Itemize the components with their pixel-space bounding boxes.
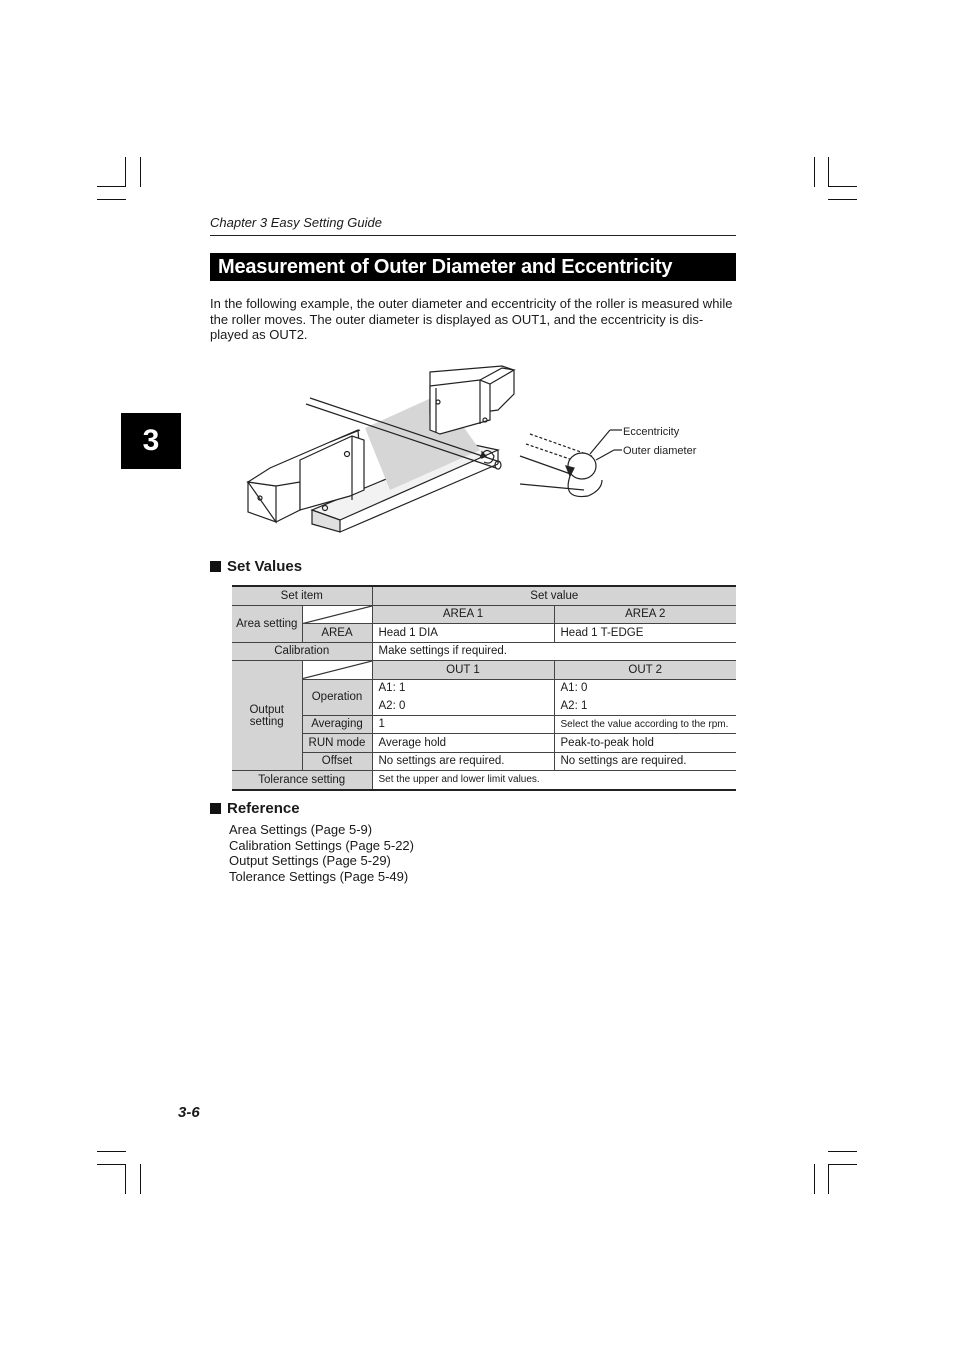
crop-mark	[97, 1164, 126, 1165]
diagonal-line	[303, 661, 372, 679]
intro-line: played as OUT2.	[210, 327, 308, 342]
table-row	[232, 679, 736, 697]
page-number: 3-6	[178, 1104, 200, 1121]
table-header-cell: AREA 2	[554, 605, 736, 624]
reference-item: Output Settings (Page 5-29)	[229, 853, 391, 869]
table-cell: Operation	[302, 679, 372, 715]
table-cell: Head 1 T-EDGE	[554, 624, 736, 643]
table-header-cell: Set item	[232, 586, 372, 605]
table-cell: 1	[372, 715, 554, 734]
table-cell: No settings are required.	[554, 752, 736, 771]
table-row	[232, 771, 736, 790]
table-cell: Peak-to-peak hold	[554, 734, 736, 753]
crop-mark	[125, 1164, 126, 1194]
table-cell: No settings are required.	[372, 752, 554, 771]
chapter-tab: 3	[121, 413, 181, 469]
crop-mark	[828, 199, 857, 200]
reference-heading	[210, 800, 300, 817]
table-cell: A2: 0	[372, 697, 554, 715]
table-cell: Offset	[302, 752, 372, 771]
table-cell: A2: 1	[554, 697, 736, 715]
table-row	[232, 586, 736, 605]
crop-mark	[814, 1164, 815, 1194]
crop-mark	[140, 1164, 141, 1194]
crop-mark	[828, 157, 829, 187]
crop-mark	[828, 1164, 857, 1165]
table-row	[232, 752, 736, 771]
diagonal-cell	[302, 605, 372, 624]
table-cell: A1: 0	[554, 679, 736, 697]
reference-item: Area Settings (Page 5-9)	[229, 822, 373, 837]
reference-item: Tolerance Settings (Page 5-49)	[229, 869, 409, 885]
table-header-cell: OUT 2	[554, 661, 736, 680]
set-values-table	[232, 585, 736, 791]
table-cell: Area setting	[232, 605, 302, 642]
table-cell: Tolerance setting	[232, 771, 372, 790]
crop-mark	[140, 157, 141, 187]
table-cell	[232, 661, 302, 771]
table-cell: RUN mode	[302, 734, 372, 753]
table-cell: Average hold	[372, 734, 554, 753]
outer-diameter-label: Outer diameter	[623, 445, 697, 457]
crop-mark	[97, 1151, 126, 1152]
diagonal-cell	[302, 661, 372, 680]
reference-item: Calibration Settings (Page 5-22)	[229, 837, 414, 853]
table-header-cell: Set value	[372, 586, 736, 605]
table-cell: Averaging	[302, 715, 372, 734]
page-title: Measurement of Outer Diameter and Eccentricity	[210, 253, 736, 281]
table-header-cell: OUT 1	[372, 661, 554, 680]
table-header-cell: AREA 1	[372, 605, 554, 624]
table-cell: Select the value according to the rpm.	[554, 715, 736, 734]
table-cell: A1: 1	[372, 679, 554, 697]
table-row	[232, 734, 736, 753]
crop-mark	[97, 199, 126, 200]
crop-mark	[814, 157, 815, 187]
crop-mark	[125, 157, 126, 187]
reference-list	[229, 822, 414, 885]
table-cell: Head 1 DIA	[372, 624, 554, 643]
eccentricity-label: Eccentricity	[623, 426, 680, 438]
table-row	[232, 715, 736, 734]
intro-line: the roller moves. The outer diameter is displayed as OUT1, and the eccentricity is dis-	[210, 311, 704, 327]
crop-mark	[828, 1164, 829, 1194]
table-cell: Calibration	[232, 642, 372, 661]
chapter-header: Chapter 3 Easy Setting Guide	[210, 215, 736, 236]
set-values-heading-text: Set Values	[227, 558, 303, 575]
table-row	[232, 605, 736, 624]
table-row	[232, 624, 736, 643]
square-bullet-icon	[210, 561, 221, 572]
crop-mark	[97, 186, 126, 187]
table-row	[232, 661, 736, 680]
table-row	[232, 642, 736, 661]
set-values-heading	[210, 558, 302, 575]
crop-mark	[828, 1151, 857, 1152]
output-setting-label: setting	[249, 715, 284, 728]
table-cell: AREA	[302, 624, 372, 643]
output-setting-label: Output	[249, 703, 285, 716]
reference-heading-text: Reference	[227, 800, 300, 817]
diagonal-line	[303, 606, 372, 624]
crop-mark	[828, 186, 857, 187]
intro-line: In the following example, the outer diameter and eccentricity of the roller is measured while	[210, 296, 733, 311]
table-cell: Set the upper and lower limit values.	[372, 771, 736, 790]
sensor-illustration	[240, 360, 710, 540]
square-bullet-icon	[210, 803, 221, 814]
intro-paragraph	[210, 296, 736, 343]
table-cell: Make settings if required.	[372, 642, 736, 661]
